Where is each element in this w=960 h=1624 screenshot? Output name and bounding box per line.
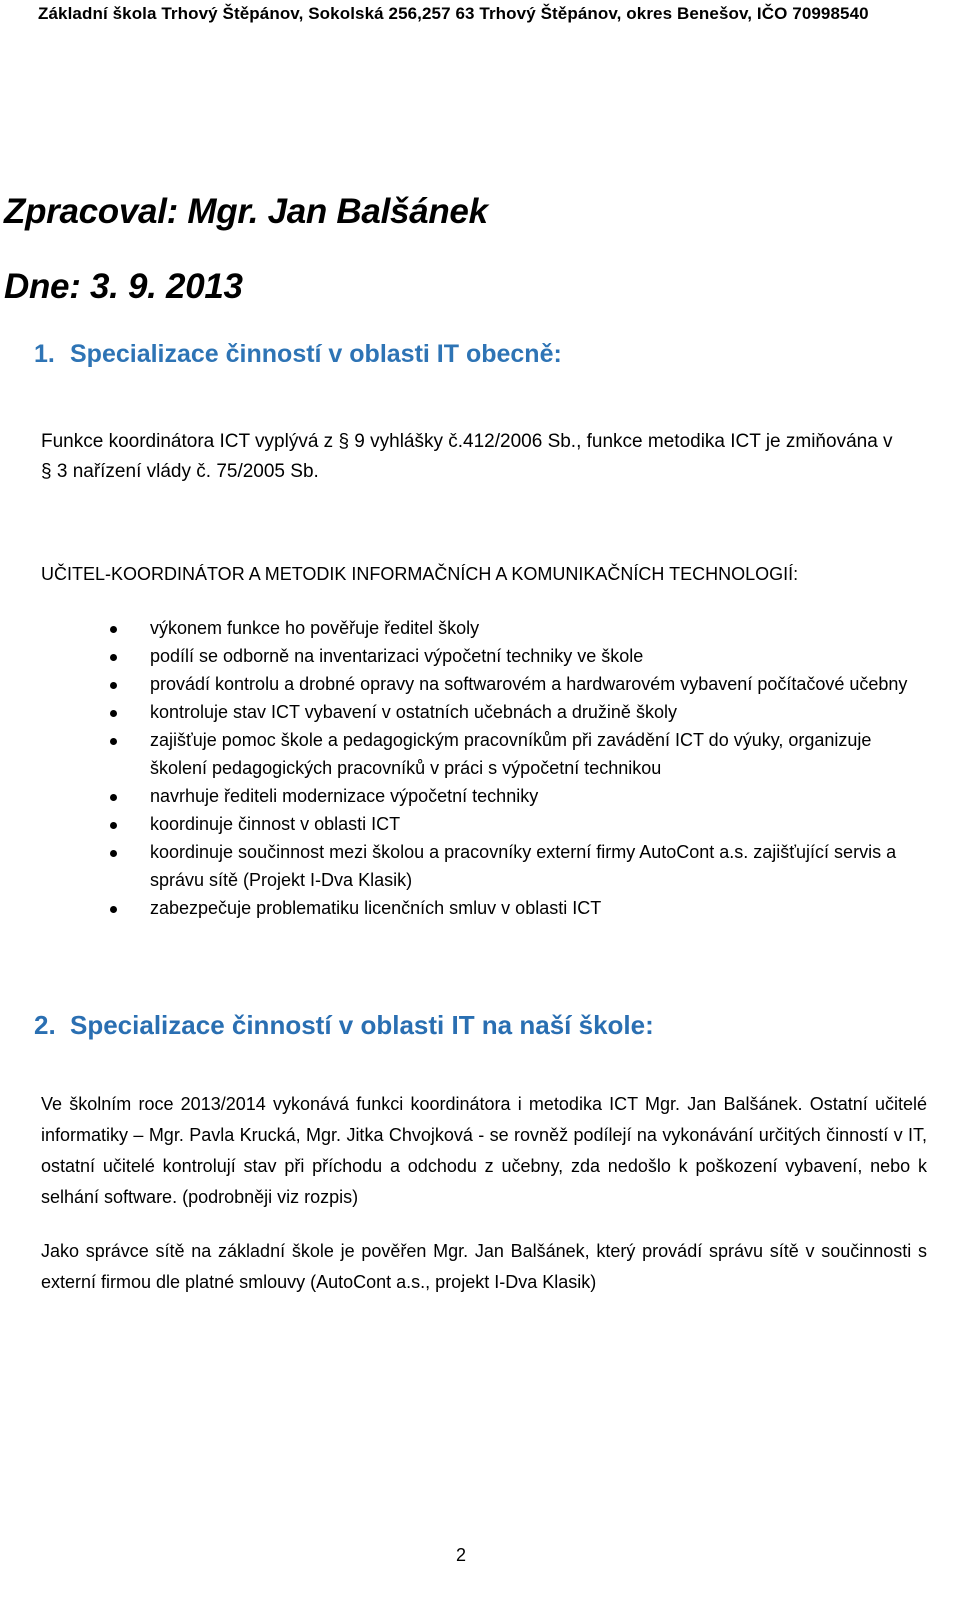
section-2-paragraph-2: Jako správce sítě na základní škole je pověřen Mgr. Jan Balšánek, který provádí správu sítě v součinnosti s externí firmou dle platné smlouvy (AutoCont a.s., projekt I-Dva Klasik) bbox=[41, 1241, 927, 1292]
section-1-title: Specializace činností v oblasti IT obecně: bbox=[70, 340, 562, 368]
duty-text: výkonem funkce ho pověřuje ředitel školy bbox=[150, 618, 480, 638]
section-2-paragraph-1: Ve školním roce 2013/2014 vykonává funkci koordinátora i metodika ICT Mgr. Jan Balšánek. Ostatní učitelé informatiky – Mgr. Pavla Krucká, Mgr. Jitka Chvojková - se rovněž podílejí na vykonávání určitých činností v IT, ostatní učitelé kontrolují stav při příchodu a odchodu z učebny, zda nedošlo k poškození vybavení, nebo k selhání software. (podrobněji viz rozpis) bbox=[41, 1094, 927, 1207]
duty-item bbox=[110, 810, 910, 838]
section-1-intro: Funkce koordinátora ICT vyplývá z § 9 vyhlášky č.412/2006 Sb., funkce metodika ICT je zmiňována v § 3 nařízení vlády č. 75/2005 Sb. bbox=[41, 431, 893, 482]
duty-item bbox=[110, 838, 910, 894]
bullet-icon bbox=[110, 794, 117, 801]
duty-text: navrhuje řediteli modernizace výpočetní techniky bbox=[150, 786, 539, 806]
duty-text: kontroluje stav ICT vybavení v ostatních učebnách a družině školy bbox=[150, 702, 677, 722]
roles-heading: UČITEL-KOORDINÁTOR A METODIK INFORMAČNÍCH A KOMUNIKAČNÍCH TECHNOLOGIÍ: bbox=[41, 564, 799, 584]
duty-text: provádí kontrolu a drobné opravy na softwarovém a hardwarovém vybavení počítačové učebny bbox=[150, 674, 908, 694]
duty-item bbox=[110, 698, 910, 726]
duty-item bbox=[110, 642, 910, 670]
page-number: 2 bbox=[456, 1545, 467, 1565]
author-line: Zpracoval: Mgr. Jan Balšánek bbox=[4, 192, 488, 231]
duty-text: podílí se odborně na inventarizaci výpočetní techniky ve škole bbox=[150, 646, 644, 666]
section-1-heading bbox=[34, 340, 562, 369]
bullet-icon bbox=[110, 906, 117, 913]
duty-text: zajišťuje pomoc škole a pedagogickým pracovníkům při zavádění ICT do výuky, organizuje školení pedagogických pracovníků v práci s výpočetní technikou bbox=[150, 730, 872, 778]
bullet-icon bbox=[110, 682, 117, 689]
duty-item bbox=[110, 894, 910, 922]
bullet-icon bbox=[110, 654, 117, 661]
section-2-title: Specializace činností v oblasti IT na naší škole: bbox=[70, 1010, 654, 1040]
duty-text: koordinuje součinnost mezi školou a pracovníky externí firmy AutoCont a.s. zajišťující servis a správu sítě (Projekt I-Dva Klasik) bbox=[150, 842, 897, 890]
date-line: Dne: 3. 9. 2013 bbox=[4, 267, 243, 306]
section-2-number: 2. bbox=[34, 1010, 56, 1040]
duty-item bbox=[110, 726, 910, 782]
duties-list bbox=[110, 614, 910, 922]
document-header: Základní škola Trhový Štěpánov, Sokolská 256,257 63 Trhový Štěpánov, okres Benešov, IČO 70998540 bbox=[38, 4, 869, 23]
bullet-icon bbox=[110, 738, 117, 745]
bullet-icon bbox=[110, 822, 117, 829]
duty-text: zabezpečuje problematiku licenčních smluv v oblasti ICT bbox=[150, 898, 602, 918]
duty-item bbox=[110, 670, 910, 698]
duty-item bbox=[110, 782, 910, 810]
section-2-heading bbox=[34, 1010, 654, 1041]
section-1-number: 1. bbox=[34, 340, 55, 368]
bullet-icon bbox=[110, 850, 117, 857]
duty-item bbox=[110, 614, 910, 642]
bullet-icon bbox=[110, 626, 117, 633]
duty-text: koordinuje činnost v oblasti ICT bbox=[150, 814, 401, 834]
bullet-icon bbox=[110, 710, 117, 717]
